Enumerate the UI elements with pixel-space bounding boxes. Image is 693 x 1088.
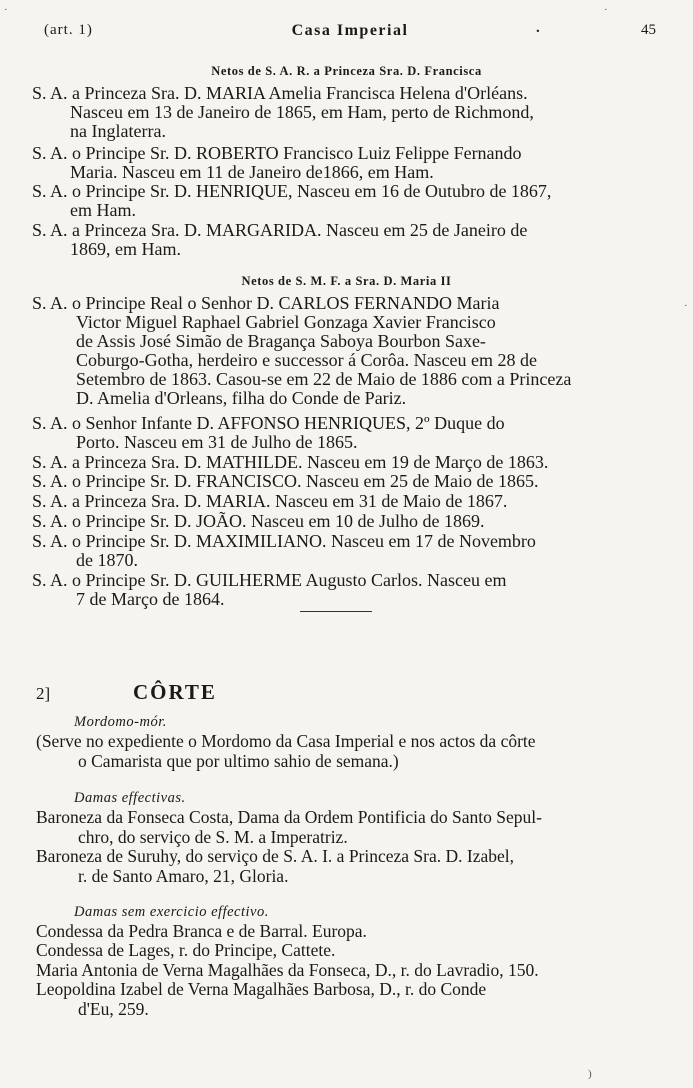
entry [36,847,666,886]
entry-line: S. A. o Principe Sr. D. GUILHERME Augusto Carlos. Nasceu em [32,570,507,590]
page-speck: · [684,300,688,312]
entry-line: S. A. a Princeza Sra. D. MARIA Amelia Francisca Helena d'Orléans. [32,83,528,103]
entry-line: Maria. Nasceu em 11 de Janeiro de1866, em Ham. [70,162,434,183]
entry-line: Maria Antonia de Verna Magalhães da Fonseca, D., r. do Lavradio, 150. [36,960,539,980]
entry-line: S. A. o Principe Sr. D. ROBERTO Francisco Luiz Felippe Fernando [32,143,522,163]
entry [36,808,666,847]
entry-line: S. A. o Principe Real o Senhor D. CARLOS FERNANDO Maria [32,293,500,313]
entry-line: S. A. o Senhor Infante D. AFFONSO HENRIQUES, 2º Duque do [32,413,505,433]
entry-line: r. de Santo Amaro, 21, Gloria. [78,865,289,886]
page-number: 45 [641,22,656,38]
section-heading-francisca: Netos de S. A. R. a Princeza Sra. D. Francisca [211,64,482,78]
mordomo-heading: Mordomo-mór. [74,714,167,730]
entry [32,182,662,220]
entry [32,84,662,142]
damas-sem-heading: Damas sem exercicio effectivo. [74,904,269,920]
court-number: 2] [36,684,51,703]
entry-line: na Inglaterra. [70,121,166,142]
entry-line: Baroneza de Suruhy, do serviço de S. A. I. a Princeza Sra. D. Izabel, [36,846,515,866]
entry [36,922,666,942]
entry-line: de Assis José Simão de Bragança Saboya Bourbon Saxe- [76,331,486,351]
entry [32,512,662,531]
entry-line: Victor Miguel Raphael Gabriel Gonzaga Xavier Francisco [76,312,496,332]
header-dot: . [536,20,540,36]
entry-line: Condessa da Pedra Branca e de Barral. Europa. [36,921,367,941]
entry [32,144,662,182]
article-ref: (art. 1) [44,22,93,38]
page-header [44,22,656,44]
entry-line: Condessa de Lages, r. do Principe, Cattete. [36,940,336,960]
entry [32,221,662,259]
page-speck: · [604,4,608,16]
court-title: CÔRTE [133,680,217,704]
page-speck: ) [588,1068,592,1080]
entry [32,532,662,570]
section-rule [300,611,372,612]
entry-line: Coburgo-Gotha, herdeiro e successor á Corôa. Nasceu em 28 de [76,350,538,370]
entry-line: d'Eu, 259. [78,998,149,1019]
entry-line: S. A. o Principe Sr. D. JOÃO. Nasceu em 10 de Julho de 1869. [32,511,485,531]
note-line: (Serve no expediente o Mordomo da Casa Imperial e nos actos da côrte [36,731,536,751]
section-heading-maria-ii: Netos de S. M. F. a Sra. D. Maria II [241,274,452,288]
entry-line: Baroneza da Fonseca Costa, Dama da Ordem Pontificia do Santo Sepul- [36,807,542,827]
entry [32,472,662,491]
entry-line: de 1870. [76,550,138,570]
running-title: Casa Imperial [291,22,409,39]
entry [36,980,666,1019]
entry-line: S. A. a Princeza Sra. D. MARGARIDA. Nasceu em 25 de Janeiro de [32,220,528,240]
entry-line: S. A. o Principe Sr. D. FRANCISCO. Nasceu em 25 de Maio de 1865. [32,471,539,491]
entry-line: S. A. a Princeza Sra. D. MARIA. Nasceu em 31 de Maio de 1867. [32,491,508,511]
note-line: o Camarista que por ultimo sahio de semana.) [78,750,399,771]
entry-line: D. Amelia d'Orleans, filha do Conde de Pariz. [76,388,407,408]
entry [36,941,666,961]
entry-line: Nasceu em 13 de Janeiro de 1865, em Ham, perto de Richmond, [70,102,534,123]
entry-line: Setembro de 1863. Casou-se em 22 de Maio de 1886 com a Princeza [76,369,572,389]
damas-efectivas-heading: Damas effectivas. [74,790,186,806]
entry-line: 1869, em Ham. [70,239,181,260]
entry [32,453,662,472]
page-speck: · [4,4,8,16]
entry [36,961,666,981]
entry [32,571,662,609]
entry [32,414,662,452]
entry [32,492,662,511]
entry-line: S. A. a Princeza Sra. D. MATHILDE. Nasceu em 19 de Março de 1863. [32,452,549,472]
entry-line: S. A. o Principe Sr. D. MAXIMILIANO. Nasceu em 17 de Novembro [32,531,536,551]
entry [32,294,662,408]
entry-line: chro, do serviço de S. M. a Imperatriz. [78,826,348,847]
entry-line: em Ham. [70,200,136,221]
mordomo-note [36,732,666,771]
entry-line: Leopoldina Izabel de Verna Magalhães Barbosa, D., r. do Conde [36,979,487,999]
entry-line: S. A. o Principe Sr. D. HENRIQUE, Nasceu em 16 de Outubro de 1867, [32,181,552,201]
entry-line: Porto. Nasceu em 31 de Julho de 1865. [76,432,358,452]
entry-line: 7 de Março de 1864. [76,589,225,609]
